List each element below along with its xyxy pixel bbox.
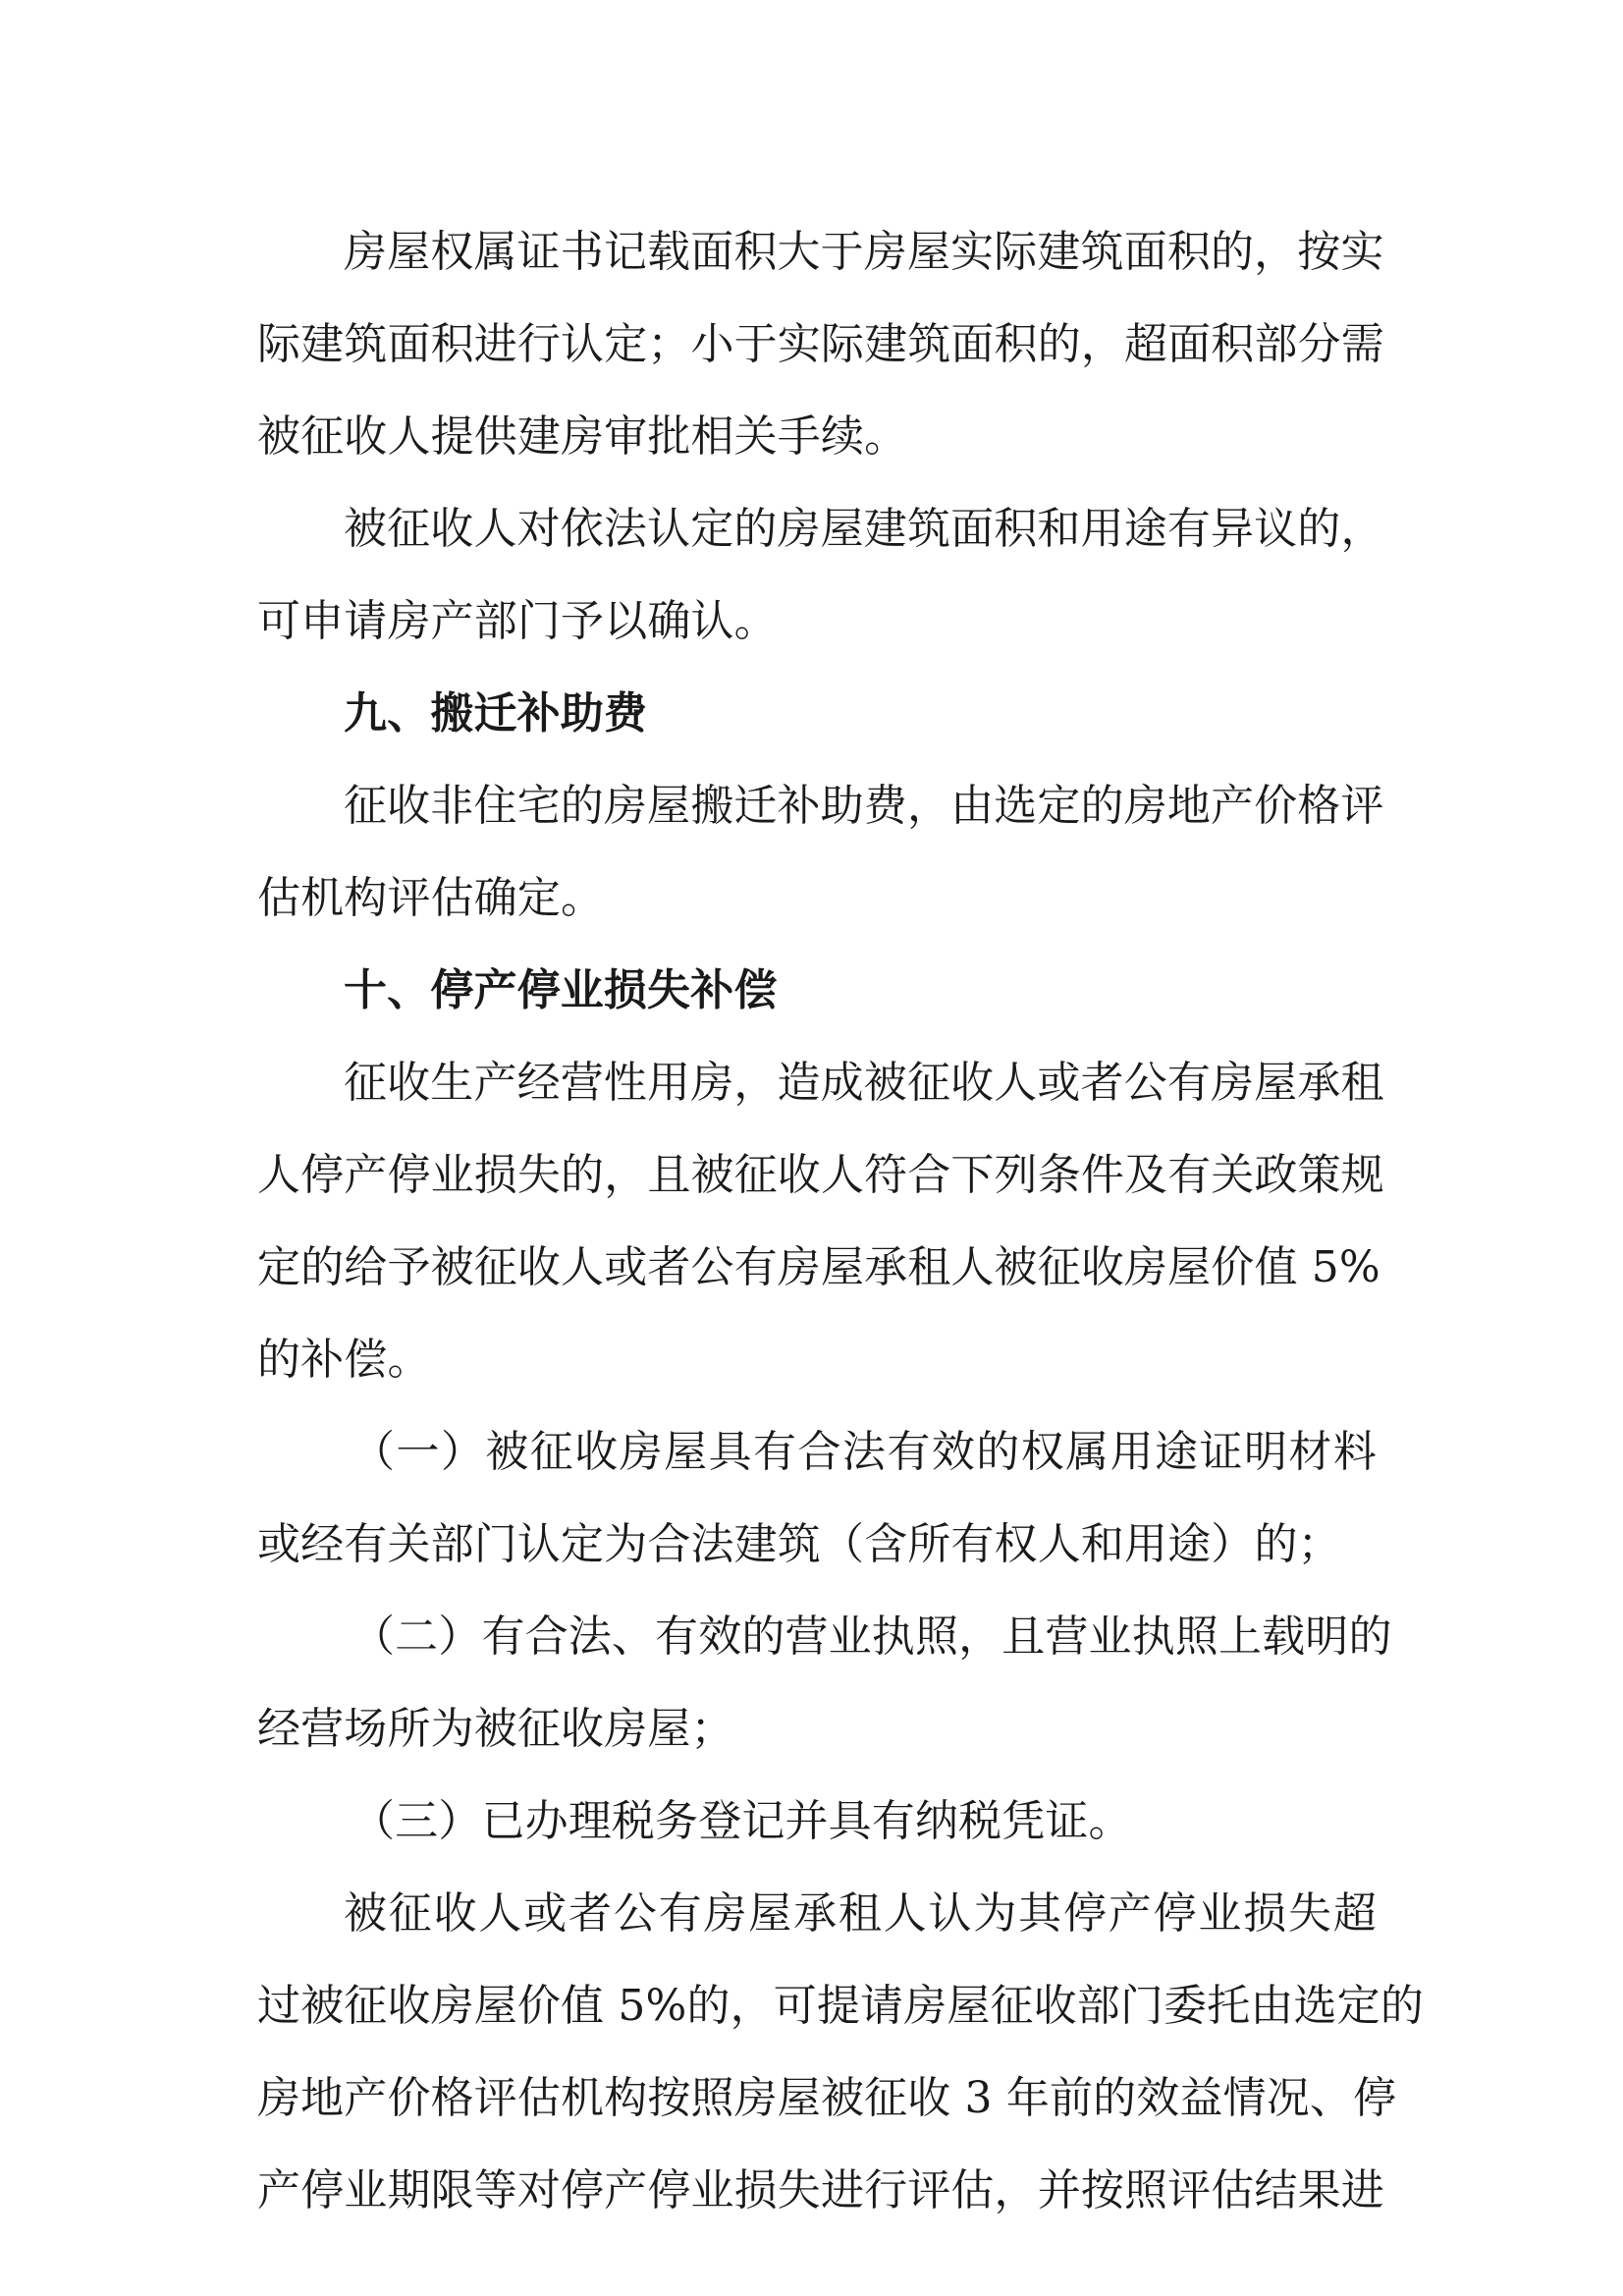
section-heading-10: 十、停产停业损失补偿 — [344, 965, 778, 1015]
paragraph-line: 的补偿。 — [257, 1335, 431, 1385]
paragraph-line: 过被征收房屋价值 5%的，可提请房屋征收部门委托由选定的 — [257, 1981, 1424, 2031]
paragraph-line: 房屋权属证书记载面积大于房屋实际建筑面积的，按实 — [344, 227, 1384, 277]
section-heading-9: 九、搬迁补助费 — [344, 688, 648, 738]
paragraph-line: 际建筑面积进行认定；小于实际建筑面积的，超面积部分需 — [257, 319, 1384, 369]
paragraph-line: 被征收人对依法认定的房屋建筑面积和用途有异议的， — [344, 504, 1384, 554]
paragraph-line: 被征收人提供建房审批相关手续。 — [257, 411, 908, 462]
paragraph-line: 征收非住宅的房屋搬迁补助费，由选定的房地产价格评 — [344, 781, 1384, 831]
paragraph-line: 定的给予被征收人或者公有房屋承租人被征收房屋价值 5% — [257, 1242, 1380, 1292]
paragraph-line: 可申请房产部门予以确认。 — [257, 596, 778, 646]
paragraph-line: 人停产停业损失的，且被征收人符合下列条件及有关政策规 — [257, 1150, 1384, 1200]
paragraph-line: 估机构评估确定。 — [257, 873, 605, 923]
paragraph-line: 经营场所为被征收房屋； — [257, 1704, 734, 1754]
paragraph-line: 产停业期限等对停产停业损失进行评估，并按照评估结果进 — [257, 2165, 1384, 2215]
paragraph-line: 征收生产经营性用房，造成被征收人或者公有房屋承租 — [344, 1058, 1384, 1108]
list-item-2: （二）有合法、有效的营业执照，且营业执照上载明的 — [352, 1612, 1392, 1662]
paragraph-line: 被征收人或者公有房屋承租人认为其停产停业损失超 — [344, 1888, 1377, 1939]
paragraph-line: 或经有关部门认定为合法建筑（含所有权人和用途）的； — [257, 1519, 1341, 1569]
paragraph-line: 房地产价格评估机构按照房屋被征收 3 年前的效益情况、停 — [257, 2073, 1397, 2123]
list-item-3: （三）已办理税务登记并具有纳税凭证。 — [352, 1796, 1132, 1846]
document-body — [257, 206, 1424, 2237]
list-item-1: （一）被征收房屋具有合法有效的权属用途证明材料 — [352, 1427, 1377, 1477]
